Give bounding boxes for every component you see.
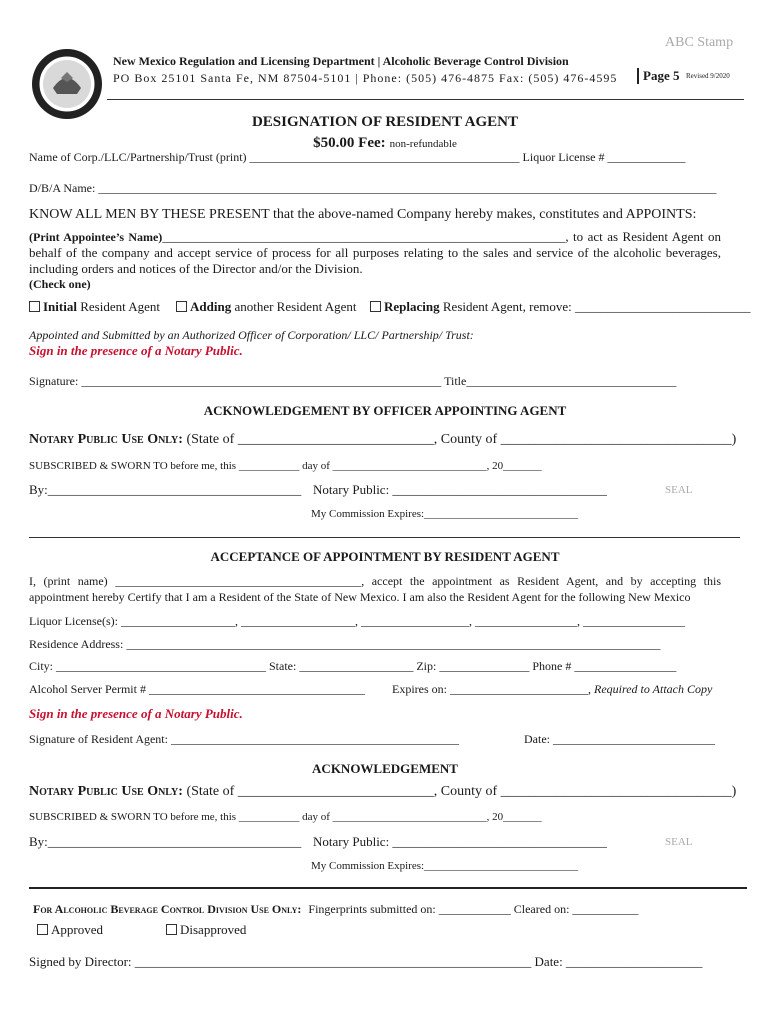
residence-address-field[interactable]: Residence Address: _________________________________________________________________________________________ [29,637,661,651]
check-one-label: (Check one) [29,277,91,291]
notary-instruction: Sign in the presence of a Notary Public. [29,343,243,358]
option-adding[interactable]: Adding another Resident Agent [176,299,356,315]
division-use-line [33,902,638,917]
fee-amount: $50.00 Fee: [313,135,386,151]
fee-note: non-refundable [389,138,457,150]
ack2-by-field[interactable]: By:_______________________________________ [29,834,302,849]
disapproved-option[interactable]: Disapproved [166,922,246,938]
section-divider-1 [29,537,740,538]
approved-option[interactable]: Approved [37,922,103,938]
fingerprints-field[interactable]: Fingerprints submitted on: ____________ Cleared on: ___________ [308,902,639,916]
ack-officer-commission[interactable]: My Commission Expires:____________________________ [311,508,579,520]
replacing-checkbox[interactable] [370,301,381,312]
appointee-label: (Print Appointee’s Name) [29,230,163,244]
director-signature-field[interactable]: Signed by Director: _____________________________________________________________ Date: _____________________ [29,954,703,969]
appointed-by-text: Appointed and Submitted by an Authorized Officer of Corporation/ LLC/ Partnership/ Trust: [29,328,474,342]
acceptance-paragraph[interactable]: I, (print name) _________________________________________, accept the appointment as Resident Agent, and by accepting this appointment hereby Certify that I am a Resident of the State of New Mexico. I am also the Resident Agent for the following New Mexico [29,574,721,604]
ack-officer-subscribed[interactable]: SUBSCRIBED & SWORN TO before me, this ___________ day of ____________________________, 20_______ [29,460,542,472]
acknowledgement-title: ACKNOWLEDGEMENT [312,761,458,776]
dba-name-field[interactable]: D/B/A Name: _______________________________________________________________________________________________________ [29,181,717,195]
ack-officer-notary-line[interactable]: Notary Public Use Only: (State of ____________________________, County of _________________________________) [29,432,737,447]
ack2-notary-public[interactable]: Notary Public: _________________________________ [313,834,607,849]
ack2-subscribed[interactable]: SUBSCRIBED & SWORN TO before me, this ___________ day of ____________________________, 20_______ [29,811,542,823]
appointee-paragraph [29,229,721,277]
disapproved-checkbox[interactable] [166,924,177,935]
revision-date: Revised 9/2020 [686,72,730,80]
server-permit-field[interactable]: Alcohol Server Permit # ____________________________________ [29,682,365,696]
ack2-commission[interactable]: My Commission Expires:____________________________ [311,860,579,872]
ack-officer-seal: SEAL [665,484,693,496]
adding-checkbox[interactable] [176,301,187,312]
ack-officer-title: ACKNOWLEDGEMENT BY OFFICER APPOINTING AGENT [203,403,567,418]
corp-name-field[interactable]: Name of Corp./LLC/Partnership/Trust (print) _____________________________________________ Liquor License # _____________ [29,150,686,164]
state-seal-logo [31,48,103,120]
acceptance-title: ACCEPTANCE OF APPOINTMENT BY RESIDENT AGENT [210,549,560,564]
resident-agent-signature-field[interactable]: Signature of Resident Agent: ________________________________________________ [29,732,459,746]
appointee-name-field[interactable]: ______________________________________________________________, to act as Resident Agent on behalf of the company and accept service of process for all purposes relating to the sales and service of the alcoholic beverages, including orders and notices of the Director and/or the Division. [29,229,722,276]
option-replacing[interactable]: Replacing Resident Agent, remove: ___________________________ [370,299,751,315]
department-address: PO Box 25101 Santa Fe, NM 87504-5101 | Phone: (505) 476-4875 Fax: (505) 476-4595 [113,71,618,85]
resident-agent-date-field[interactable]: Date: ___________________________ [524,732,715,746]
approved-checkbox[interactable] [37,924,48,935]
acceptance-notary-instruction: Sign in the presence of a Notary Public. [29,706,243,721]
liquor-licenses-field[interactable]: Liquor License(s): ___________________, ___________________, __________________, _________________, _________________ [29,614,685,628]
option-initial[interactable]: Initial Resident Agent [29,299,160,315]
know-all-statement: KNOW ALL MEN BY THESE PRESENT that the above-named Company hereby makes, constitutes and APPOINTS: [29,207,697,222]
ack2-seal: SEAL [665,836,693,848]
city-state-zip-phone-field[interactable]: City: ___________________________________ State: ___________________ Zip: _______________ Phone # _________________ [29,659,677,673]
permit-expires-field[interactable]: Expires on: _______________________, Required to Attach Copy [392,682,713,696]
signature-title-field[interactable]: Signature: ____________________________________________________________ Title___________________________________ [29,374,677,388]
ack-officer-notary-public[interactable]: Notary Public: _________________________________ [313,482,607,497]
page-title: DESIGNATION OF RESIDENT AGENT [251,114,519,130]
header-divider [107,99,744,100]
division-use-label: For Alcoholic Beverage Control Division Use Only: [33,902,302,916]
page-number: Page 5 [637,68,679,84]
abc-stamp-label: ABC Stamp [665,35,734,50]
ack-officer-by-field[interactable]: By:_______________________________________ [29,482,302,497]
section-divider-2 [29,887,747,889]
department-heading: New Mexico Regulation and Licensing Department | Alcoholic Beverage Control Division [113,54,569,68]
initial-checkbox[interactable] [29,301,40,312]
ack2-notary-line[interactable]: Notary Public Use Only: (State of ____________________________, County of _________________________________) [29,784,737,799]
